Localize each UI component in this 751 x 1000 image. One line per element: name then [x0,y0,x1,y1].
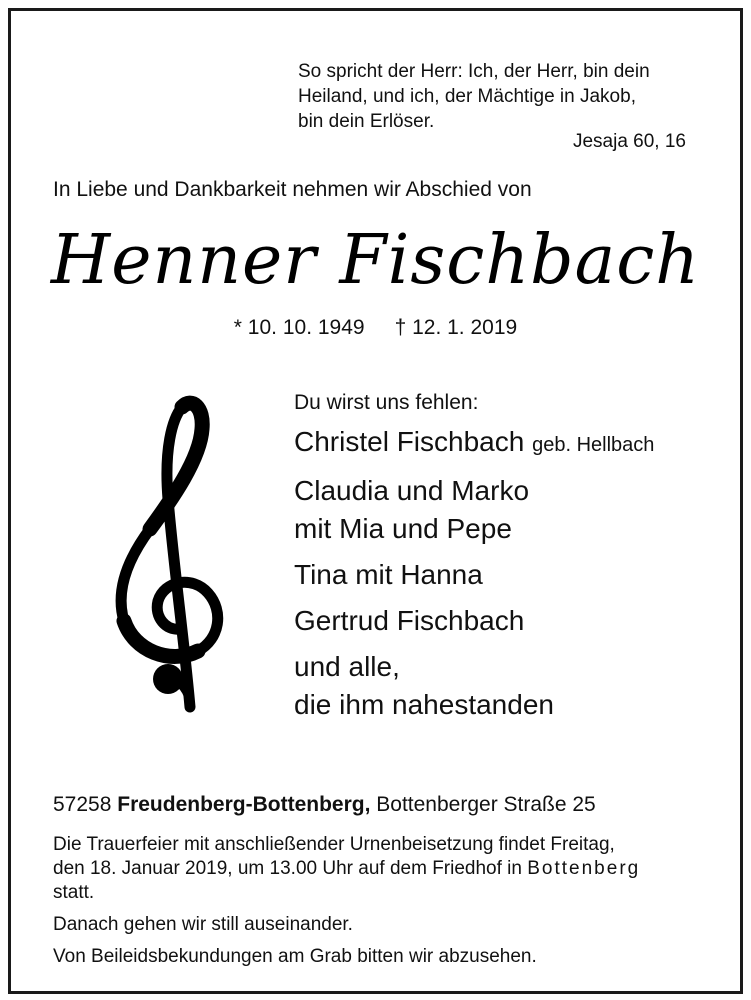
mourner-name: mit Mia und Pepe [294,513,512,544]
treble-clef-icon [112,389,232,714]
mourner-name: Christel Fischbach [294,426,525,457]
verse-reference: Jesaja 60, 16 [572,131,686,152]
mourner-closing: und alle, [294,651,400,682]
postal-code: 57258 [53,793,112,816]
mourner-entry [294,423,654,464]
mourner-name: Tina mit Hanna [294,559,483,590]
town-name: Freudenberg-Bottenberg, [117,793,371,816]
obituary-frame [8,8,743,994]
street-address: Bottenberger Straße 25 [376,793,596,816]
birth-date: * 10. 10. 1949 [233,316,365,339]
intro-text: In Liebe und Dankbarkeit nehmen wir Abschied von [53,178,532,201]
mourner-name: Gertrud Fischbach [294,605,525,636]
death-date: † 12. 1. 2019 [394,316,518,339]
notice-line: statt. [53,882,95,903]
verse-line: Heiland, und ich, der Mächtige in Jakob, [298,86,636,107]
mourners-title: Du wirst uns fehlen: [294,391,479,414]
mourners-list [294,389,654,724]
verse-line: bin dein Erlöser. [298,111,435,132]
deceased-name: Henner Fischbach [50,221,701,300]
notice-line: Danach gehen wir still auseinander. [53,914,353,935]
mourner-name: Claudia und Marko [294,475,530,506]
bible-verse [298,59,650,134]
cemetery-place: Bottenberg [527,858,641,879]
mourner-closing: die ihm nahestanden [294,689,554,720]
notice-line: Die Trauerfeier mit anschließender Urnenbeisetzung findet Freitag, [53,834,615,855]
mourner-maiden-name: geb. Hellbach [532,434,655,456]
notice-text: den 18. Januar 2019, um 13.00 Uhr auf dem Friedhof in [53,858,522,879]
notice-line: Von Beileidsbekundungen am Grab bitten wir abzusehen. [53,946,537,967]
family-address [53,791,596,819]
life-dates [11,314,740,342]
verse-line: So spricht der Herr: Ich, der Herr, bin dein [298,61,650,82]
notice-line [53,857,640,881]
funeral-notice [53,833,640,969]
